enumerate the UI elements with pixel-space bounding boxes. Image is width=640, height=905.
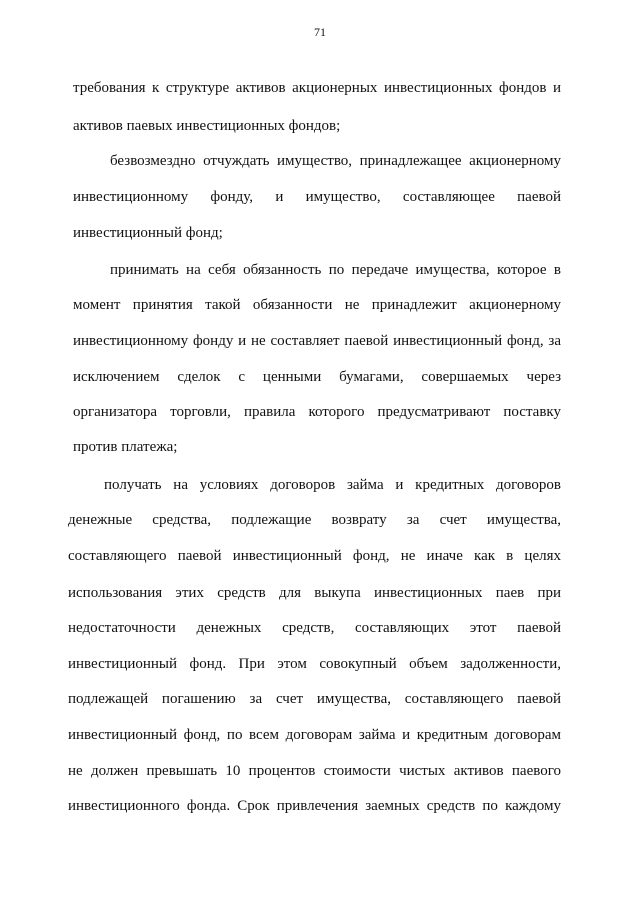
text-line: инвестиционного фонда. Срок привлечения заемных средств по каждому (68, 798, 561, 814)
text-line: инвестиционному фонду, и имущество, составляющее паевой (73, 189, 561, 205)
text-line: составляющего паевой инвестиционный фонд, не иначе как в целях (68, 548, 561, 564)
page-number: 71 (314, 25, 326, 39)
text-line: против платежа; (73, 439, 178, 455)
text-line: использования этих средств для выкупа инвестиционных паев при (68, 585, 561, 601)
text-line: недостаточности денежных средств, составляющих этот паевой (68, 620, 561, 636)
text-line: инвестиционному фонду и не составляет паевой инвестиционный фонд, за (73, 333, 561, 349)
text-line: принимать на себя обязанность по передаче имущества, которое в (110, 262, 561, 278)
text-line: момент принятия такой обязанности не принадлежит акционерному (73, 297, 561, 313)
text-line: исключением сделок с ценными бумагами, совершаемых через (73, 369, 561, 385)
text-line: инвестиционный фонд, по всем договорам займа и кредитным договорам (68, 727, 561, 743)
text-line: не должен превышать 10 процентов стоимости чистых активов паевого (68, 763, 561, 779)
text-line: инвестиционный фонд. При этом совокупный объем задолженности, (68, 656, 561, 672)
text-line: подлежащей погашению за счет имущества, составляющего паевой (68, 691, 561, 707)
text-line: получать на условиях договоров займа и кредитных договоров (104, 477, 561, 493)
text-line: требования к структуре активов акционерных инвестиционных фондов и (73, 80, 561, 96)
text-line: денежные средства, подлежащие возврату за счет имущества, (68, 512, 561, 528)
text-line: инвестиционный фонд; (73, 225, 223, 241)
text-line: безвозмездно отчуждать имущество, принадлежащее акционерному (110, 153, 561, 169)
text-line: организатора торговли, правила которого предусматривают поставку (73, 404, 561, 420)
text-line: активов паевых инвестиционных фондов; (73, 118, 341, 134)
